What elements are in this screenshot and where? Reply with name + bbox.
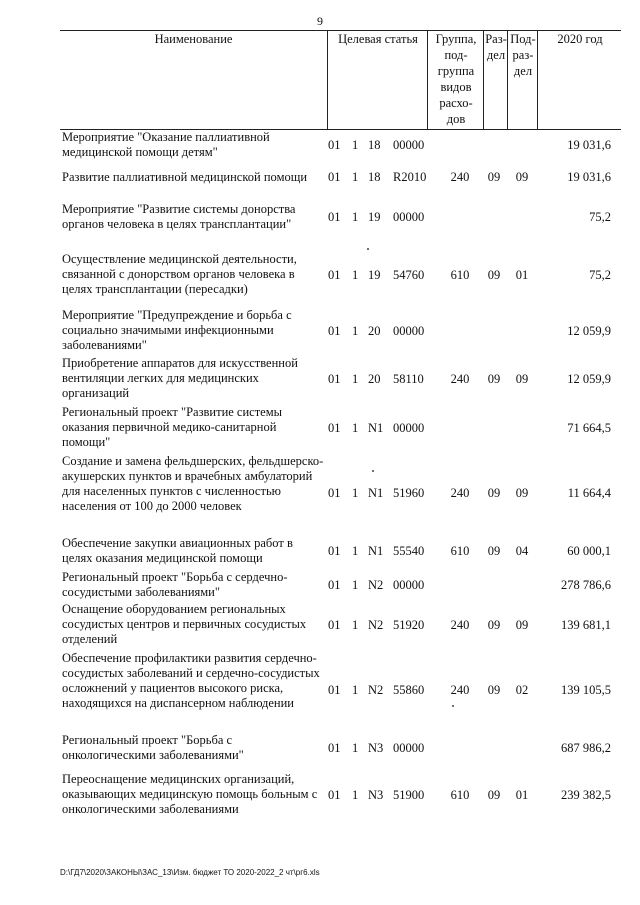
row-name: Обеспечение закупки авиационных работ в целях оказания медицинской помощи [62,536,293,565]
cell-direction: 51920 [393,618,425,632]
row-name: Осуществление медицинской деятельности, связанной с донорством органов человека в целях трансплантации (пересадки) [62,252,297,296]
cell-program: 01 [328,421,341,435]
cell-direction: 00000 [393,210,425,224]
cell-event: 20 [368,324,381,338]
header-group-line: видов [440,80,472,94]
header-target [327,31,428,129]
cell-amount: 19 031,6 [567,170,611,184]
cell-amount: 11 664,4 [567,486,611,500]
scan-speck [452,705,454,707]
cell-section: 09 [487,268,501,282]
cell-amount: 687 986,2 [561,741,611,755]
cell-program: 01 [328,618,341,632]
page-number: 9 [317,14,323,28]
cell-event: 18 [368,170,381,184]
cell-subprogram: 1 [352,268,359,282]
cell-section: 09 [487,170,501,184]
cell-program: 01 [328,170,341,184]
cell-direction: 00000 [393,138,425,152]
cell-subsection: 04 [515,544,529,558]
cell-event: 19 [368,210,381,224]
scan-speck [372,470,374,472]
cell-amount: 75,2 [589,210,611,224]
cell-event: N2 [368,578,384,592]
header-subsection-line: раз- [512,48,534,62]
cell-group: 240 [450,618,470,632]
cell-section: 09 [487,788,501,802]
cell-event: N3 [368,788,384,802]
cell-amount: 19 031,6 [567,138,611,152]
cell-amount: 139 105,5 [561,683,611,697]
cell-event: N1 [368,544,384,558]
cell-section: 09 [487,683,501,697]
cell-subprogram: 1 [352,486,359,500]
file-path-footer: D:\ГД7\2020\ЗАКОНЫ\ЗАС_13\Изм. бюджет ТО 2020-2022_2 чт\рг6.xls [60,868,320,877]
cell-program: 01 [328,138,341,152]
cell-subsection: 02 [515,683,529,697]
cell-amount: 60 000,1 [567,544,611,558]
cell-section: 09 [487,618,501,632]
cell-event: 20 [368,372,381,386]
header-group-line: дов [446,112,466,126]
cell-amount: 278 786,6 [561,578,611,592]
cell-direction: 58110 [393,372,424,386]
cell-section: 09 [487,372,501,386]
cell-amount: 12 059,9 [567,372,611,386]
header-year [537,31,622,129]
cell-direction: 51960 [393,486,425,500]
cell-event: N2 [368,683,384,697]
header-subsection [507,31,538,129]
cell-event: N1 [368,421,384,435]
cell-event: 18 [368,138,381,152]
cell-amount: 71 664,5 [567,421,611,435]
cell-subprogram: 1 [352,324,359,338]
row-name: Обеспечение профилактики развития сердечно-сосудистых заболеваний и сердечно-сосудистых осложнений у пациентов высокого риска, находящихся на диспансерном наблюдении [62,651,320,710]
header-name [60,31,327,129]
cell-subprogram: 1 [352,788,359,802]
row-name: Развитие паллиативной медицинской помощи [62,170,308,184]
cell-program: 01 [328,683,341,697]
cell-subsection: 09 [515,372,529,386]
row-name: Мероприятие "Развитие системы донорства органов человека в целях трансплантации" [62,202,296,231]
cell-section: 09 [487,544,501,558]
cell-event: N2 [368,618,384,632]
row-name: Региональный проект "Борьба с онкологическими заболеваниями" [62,733,244,762]
cell-amount: 239 382,5 [561,788,611,802]
cell-subsection: 01 [515,788,529,802]
cell-program: 01 [328,372,341,386]
cell-direction: 00000 [393,324,425,338]
cell-group: 240 [450,170,470,184]
header-section [483,31,508,129]
cell-direction: 00000 [393,421,425,435]
cell-program: 01 [328,788,341,802]
header-year-text: 2020 год [557,32,603,46]
cell-subprogram: 1 [352,421,359,435]
header-target-text: Целевая статья [338,32,418,46]
header-section-line: дел [486,48,506,62]
cell-subprogram: 1 [352,741,359,755]
cell-subprogram: 1 [352,618,359,632]
cell-program: 01 [328,324,341,338]
cell-event: 19 [368,268,381,282]
cell-direction: 00000 [393,578,425,592]
header-group-line: под- [444,48,468,62]
header-name-text: Наименование [154,32,233,46]
header-group [427,31,484,129]
cell-subsection: 09 [515,170,529,184]
cell-group: 240 [450,683,470,697]
cell-group: 610 [450,544,470,558]
cell-group: 610 [450,268,470,282]
cell-subprogram: 1 [352,544,359,558]
cell-program: 01 [328,544,341,558]
cell-subprogram: 1 [352,683,359,697]
cell-direction: 00000 [393,741,425,755]
header-group-line: Группа, [435,32,477,46]
table-header [60,30,621,130]
cell-subsection: 09 [515,486,529,500]
cell-direction: R2010 [393,170,427,184]
cell-program: 01 [328,210,341,224]
cell-subsection: 01 [515,268,529,282]
cell-amount: 75,2 [589,268,611,282]
cell-program: 01 [328,486,341,500]
row-name: Мероприятие "Оказание паллиативной медицинской помощи детям" [62,130,270,159]
cell-program: 01 [328,741,341,755]
cell-group: 610 [450,788,470,802]
scan-speck [367,248,369,250]
header-group-line: расхо- [439,96,473,110]
row-name: Оснащение оборудованием региональных сосудистых центров и первичных сосудистых отделений [62,602,307,646]
cell-amount: 139 681,1 [561,618,611,632]
cell-section: 09 [487,486,501,500]
cell-program: 01 [328,578,341,592]
header-section-line: Раз- [485,32,507,46]
cell-direction: 51900 [393,788,425,802]
cell-subprogram: 1 [352,170,359,184]
cell-subprogram: 1 [352,372,359,386]
cell-event: N1 [368,486,384,500]
cell-subprogram: 1 [352,210,359,224]
row-name: Мероприятие "Предупреждение и борьба с социально значимыми инфекционными заболеваниями" [62,308,292,352]
cell-group: 240 [450,372,470,386]
cell-event: N3 [368,741,384,755]
cell-amount: 12 059,9 [567,324,611,338]
cell-subsection: 09 [515,618,529,632]
header-group-line: группа [437,64,475,78]
row-name: Приобретение аппаратов для искусственной вентиляции легких для медицинских организаций [62,356,298,400]
row-name: Переоснащение медицинских организаций, оказывающих медицинскую помощь больным с онкологическими заболеваниями [62,772,318,816]
cell-subprogram: 1 [352,138,359,152]
cell-direction: 54760 [393,268,425,282]
row-name: Региональный проект "Борьба с сердечно-сосудистыми заболеваниями" [62,570,288,599]
cell-direction: 55860 [393,683,425,697]
cell-group: 240 [450,486,470,500]
cell-direction: 55540 [393,544,425,558]
row-name: Создание и замена фельдшерских, фельдшерско-акушерских пунктов и врачебных амбулаторий для населенных пунктов с численностью населения от 100 до 2000 человек [62,454,324,513]
header-subsection-line: Под- [510,32,536,46]
header-subsection-line: дел [513,64,533,78]
cell-program: 01 [328,268,341,282]
cell-subprogram: 1 [352,578,359,592]
row-name: Региональный проект "Развитие системы оказания первичной медико-санитарной помощи" [62,405,283,449]
